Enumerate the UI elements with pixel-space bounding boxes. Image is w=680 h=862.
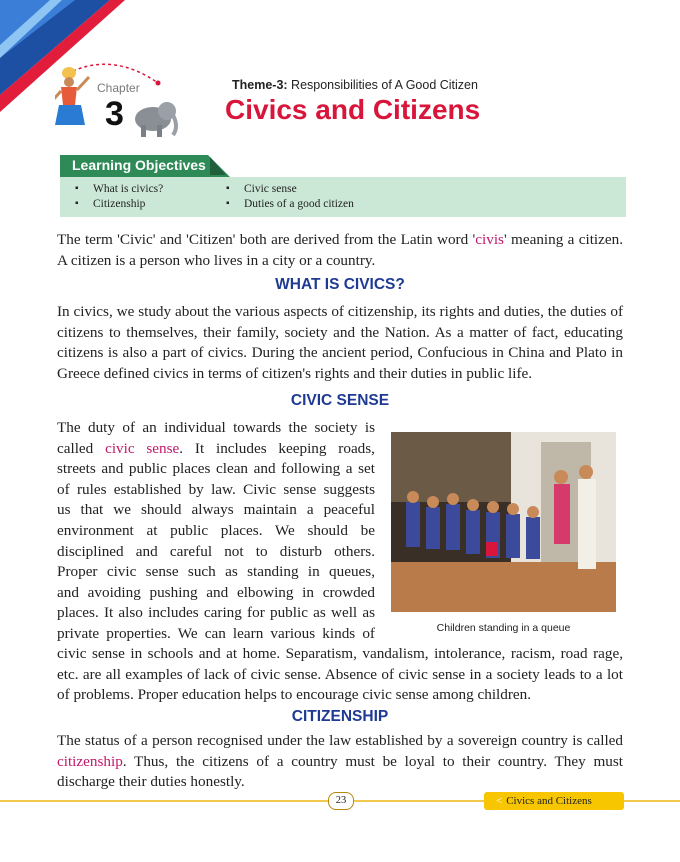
- photo-caption: Children standing in a queue: [436, 622, 571, 634]
- chapter-number: 3: [105, 95, 124, 133]
- theme-line: [232, 78, 478, 92]
- page-title: Civics and Citizens: [225, 94, 481, 125]
- chevron-left-icon: <: [496, 795, 503, 807]
- civic-sense-paragraph: The duty of an individual towards the society is called civic sense. It includes keeping roads, streets and public places clean and following a set of rules established by law. Civic sense suggests us that we should always maintain a peaceful environment at public places. We should be disciplined and careful not to disturb others. Proper civic sense such as standing in queues, and avoiding pushing and elbowing in crowded places. It also includes caring for public as well as private properties. We can learn various kinds of: [57, 419, 375, 642]
- chapter-label: Chapter: [97, 81, 140, 95]
- highlight-civic-sense: civic sense: [105, 439, 180, 457]
- citizenship-paragraph: The status of a person recognised under the law established by a sovereign country is called citizenship. Thus, the citizens of a country must be loyal to their country. They must discharge their duties honestly.: [57, 732, 623, 791]
- heading-what-is-civics: WHAT IS CIVICS?: [275, 276, 405, 293]
- footer-book-title: < Civics and Citizens: [496, 795, 592, 807]
- theme-prefix: Theme-3:: [232, 78, 288, 92]
- highlight-civis: civis: [475, 231, 504, 248]
- objective-item: ▪ What is civics?: [93, 183, 163, 195]
- highlight-citizenship: citizenship: [57, 752, 123, 770]
- civics-paragraph: In civics, we study about the various aspects of citizenship, its rights and duties, the duties of citizens to themselves, their family, society and the Nation. As a matter of fact, educating citizens is also a part of civics. During the ancient period, Confucious in China and Plato in Greece defined civics in terms of citizen's rights and their duties in public life.: [57, 303, 623, 382]
- objective-item: ▪ Duties of a good citizen: [244, 198, 354, 210]
- chapter-logo: [55, 55, 185, 145]
- civic-sense-continuation: civic sense in schools and at home. Separatism, vandalism, intolerance, racism, road rage, etc. are all examples of lack of civic sense. Absence of civic sense in a society leads to a lot of problems. Proper education helps to encourage civic sense among children.: [57, 645, 623, 704]
- objective-item: ▪ Citizenship: [93, 198, 145, 210]
- page-number: 23: [328, 792, 354, 810]
- objectives-label: Learning Objectives: [72, 157, 206, 173]
- objective-item: ▪ Civic sense: [244, 183, 297, 195]
- theme-text: Responsibilities of A Good Citizen: [287, 78, 478, 92]
- heading-citizenship: CITIZENSHIP: [291, 708, 389, 725]
- intro-paragraph: The term 'Civic' and 'Citizen' both are derived from the Latin word 'civis' meaning a citizen. A citizen is a person who lives in a city or a country.: [57, 231, 624, 269]
- footer-line-left: [0, 800, 328, 802]
- children-queue-photo: [391, 432, 616, 612]
- heading-civic-sense: CIVIC SENSE: [290, 392, 390, 409]
